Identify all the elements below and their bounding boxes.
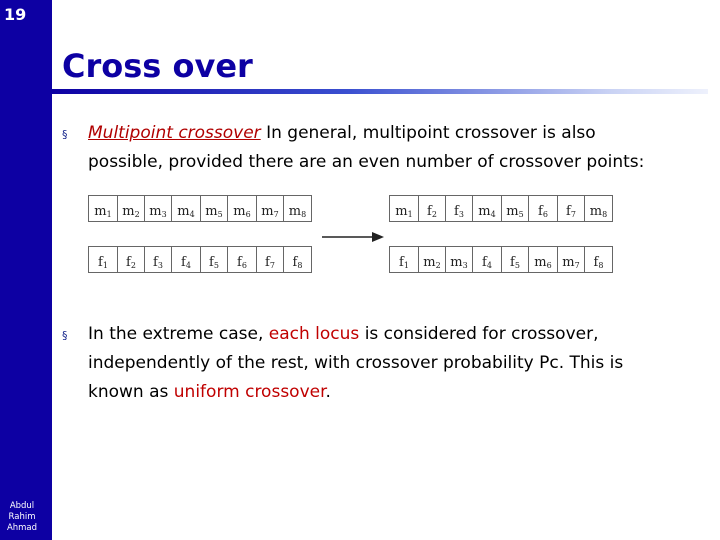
parent1-chromosome xyxy=(88,195,312,222)
term-multipoint-crossover: Multipoint crossover xyxy=(88,123,261,143)
gene-cell: f $_8$ xyxy=(292,255,303,270)
gene-cell: m $_8$ xyxy=(589,204,608,219)
gene-cell: f $_3$ xyxy=(446,196,473,221)
author-line-1: Abdul xyxy=(9,501,35,511)
bullet-multipoint xyxy=(88,119,700,177)
bullet-marker-2: § xyxy=(62,329,68,342)
gene-cell: f $_7$ xyxy=(558,196,585,221)
gene-cell: m $_6$ xyxy=(228,196,257,221)
slide-title: Cross over xyxy=(62,47,253,85)
bullet2-line1-post: is considered for crossover, xyxy=(359,324,599,344)
bullet2-line1-pre: In the extreme case, xyxy=(88,324,269,344)
gene-cell: m $_1$ xyxy=(89,196,118,221)
gene-cell: f $_4$ xyxy=(473,247,502,272)
left-sidebar xyxy=(0,0,52,540)
gene-cell: m $_7$ xyxy=(257,196,284,221)
bullet1-line1: In general, multipoint crossover is also xyxy=(260,123,596,143)
gene-cell: m $_3$ xyxy=(446,247,473,272)
gene-cell: f $_5$ xyxy=(502,247,529,272)
bullet2-line3-post: . xyxy=(325,382,331,402)
gene-cell: m $_2$ xyxy=(118,196,145,221)
term-each-locus: each locus xyxy=(268,324,360,344)
child2-chromosome xyxy=(389,246,613,273)
gene-cell: m $_2$ xyxy=(419,247,446,272)
bullet-uniform xyxy=(88,320,700,407)
child1-chromosome xyxy=(389,195,613,222)
author-name xyxy=(0,501,44,534)
gene-cell: m $_6$ xyxy=(529,247,558,272)
term-uniform-crossover: uniform crossover xyxy=(173,382,326,402)
author-line-3: Ahmad xyxy=(6,523,38,533)
gene-cell: f $_6$ xyxy=(529,196,558,221)
slide-number: 19 xyxy=(4,5,27,24)
title-underline xyxy=(52,89,708,94)
bullet2-line2: independently of the rest, with crossover probability Pc. This is xyxy=(88,353,624,373)
bullet2-line3-pre: known as xyxy=(88,382,174,402)
gene-cell: f $_2$ xyxy=(118,247,145,272)
gene-cell: m $_1$ xyxy=(390,196,419,221)
gene-cell: f $_8$ xyxy=(593,255,604,270)
arrow-icon xyxy=(322,231,386,243)
bullet-marker-1: § xyxy=(62,128,68,141)
gene-cell: f $_4$ xyxy=(172,247,201,272)
bullet1-line2: possible, provided there are an even number of crossover points: xyxy=(88,152,645,172)
gene-cell: f $_1$ xyxy=(89,247,118,272)
parent2-chromosome xyxy=(88,246,312,273)
gene-cell: m $_3$ xyxy=(145,196,172,221)
gene-cell: f $_6$ xyxy=(228,247,257,272)
gene-cell: f $_7$ xyxy=(257,247,284,272)
gene-cell: f $_3$ xyxy=(145,247,172,272)
author-line-2: Rahim xyxy=(8,512,36,522)
gene-cell: m $_4$ xyxy=(473,196,502,221)
gene-cell: m $_8$ xyxy=(288,204,307,219)
gene-cell: f $_2$ xyxy=(419,196,446,221)
gene-cell: m $_4$ xyxy=(172,196,201,221)
gene-cell: m $_5$ xyxy=(502,196,529,221)
gene-cell: f $_1$ xyxy=(390,247,419,272)
gene-cell: m $_7$ xyxy=(558,247,585,272)
gene-cell: m $_5$ xyxy=(201,196,228,221)
gene-cell: f $_5$ xyxy=(201,247,228,272)
